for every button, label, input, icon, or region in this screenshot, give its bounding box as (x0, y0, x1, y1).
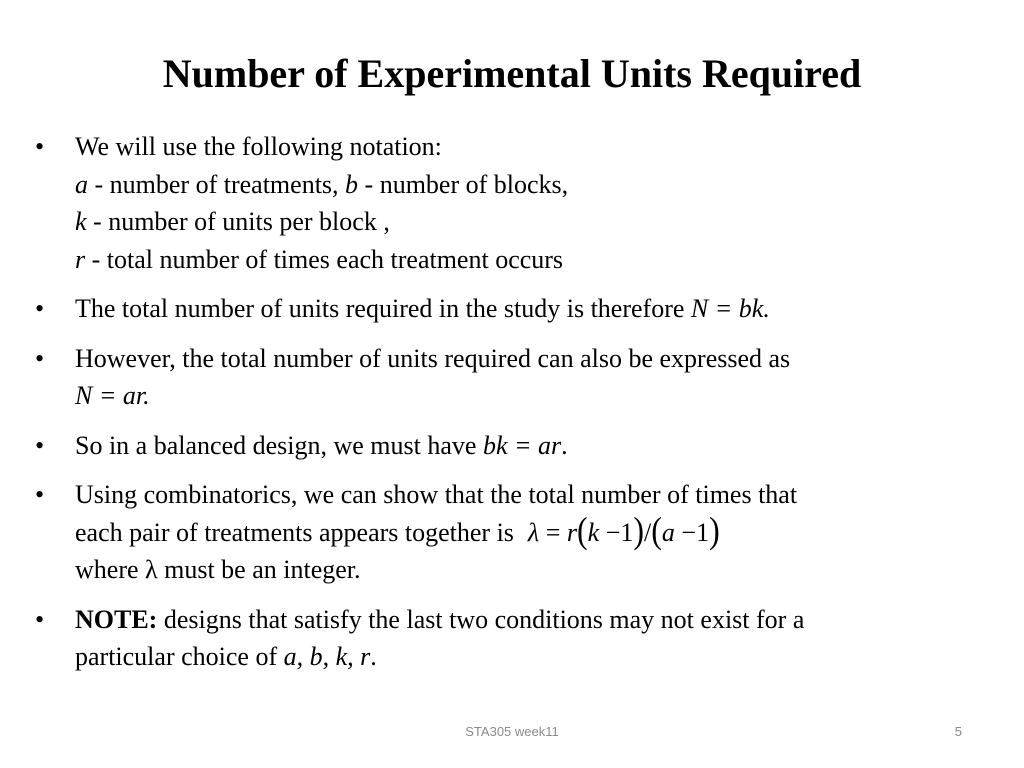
text-segment: particular choice of (75, 642, 284, 671)
text-segment: - number of treatments, (88, 169, 346, 199)
bullet-marker: • (35, 132, 45, 161)
bullet-line (75, 241, 995, 279)
bullet-marker: • (35, 430, 45, 460)
bullet-item (35, 601, 995, 676)
bullet-marker: • (35, 604, 45, 634)
text-segment: where λ must be an integer. (75, 555, 361, 584)
text-segment: So in a balanced design, we must have (75, 430, 483, 460)
lambda-formula (527, 508, 720, 552)
bullet-item (35, 290, 995, 328)
text-segment: a, b, k, r (283, 642, 371, 671)
text-segment: bk = ar (482, 430, 562, 460)
bullet-item (35, 427, 995, 465)
text-segment: designs that satisfy the last two conditions may not exist for a (157, 604, 805, 634)
bullet-line (75, 290, 995, 328)
formula-part: / (644, 517, 652, 547)
bullet-line (75, 601, 995, 639)
formula-part: k (587, 517, 600, 547)
text-segment: . (561, 430, 568, 460)
formula-part: ( (576, 508, 588, 551)
text-segment: . (370, 642, 377, 671)
bullet-line (75, 340, 995, 378)
formula-part: = (539, 517, 567, 547)
bullet-list (35, 128, 995, 676)
text-segment: The total number of units required in the study is therefore (75, 294, 691, 323)
bullet-line (75, 508, 995, 552)
bullet-line (75, 128, 995, 166)
bullet-line (75, 203, 995, 241)
text-segment: We will use the following notation: (75, 132, 442, 161)
formula-part: ) (709, 508, 720, 551)
text-segment: each pair of treatments appears together is (75, 517, 514, 547)
text-segment: - number of units per block , (86, 207, 390, 236)
slide-page-number: 5 (954, 724, 962, 739)
footer-course-label: STA305 week11 (465, 724, 559, 739)
text-segment: - total number of times each treatment occurs (85, 244, 564, 274)
bullet-item (35, 128, 995, 278)
bullet-marker: • (35, 480, 45, 509)
bullet-line (75, 166, 995, 204)
bullet-marker: • (35, 343, 45, 373)
bullet-line (75, 551, 995, 589)
text-segment: a (75, 169, 88, 199)
formula-part: −1 (674, 517, 710, 547)
bullet-marker: • (35, 294, 45, 323)
text-segment: NOTE: (75, 604, 158, 634)
text-segment: k (75, 207, 87, 236)
text-segment: - number of blocks, (358, 169, 569, 199)
bullet-item (35, 340, 995, 415)
formula-part: a (661, 517, 675, 547)
bullet-line (75, 638, 995, 676)
bullet-line (75, 377, 995, 415)
formula-part: r (566, 517, 577, 547)
formula-part: λ (527, 517, 540, 547)
bullet-line (75, 476, 995, 514)
bullet-line (75, 427, 995, 465)
text-segment: b (345, 169, 359, 199)
text-segment: N = bk. (690, 294, 770, 323)
formula-part: ) (633, 508, 645, 551)
text-segment: r (75, 244, 86, 274)
slide-title: Number of Experimental Units Required (162, 51, 862, 96)
text-segment: However, the total number of units required can also be expressed as (75, 343, 791, 373)
formula-part: ( (651, 508, 662, 551)
formula-part: −1 (599, 517, 634, 547)
text-segment: N = ar. (75, 381, 150, 410)
text-segment: Using combinatorics, we can show that the total number of times that (75, 480, 798, 509)
bullet-item (35, 476, 995, 589)
